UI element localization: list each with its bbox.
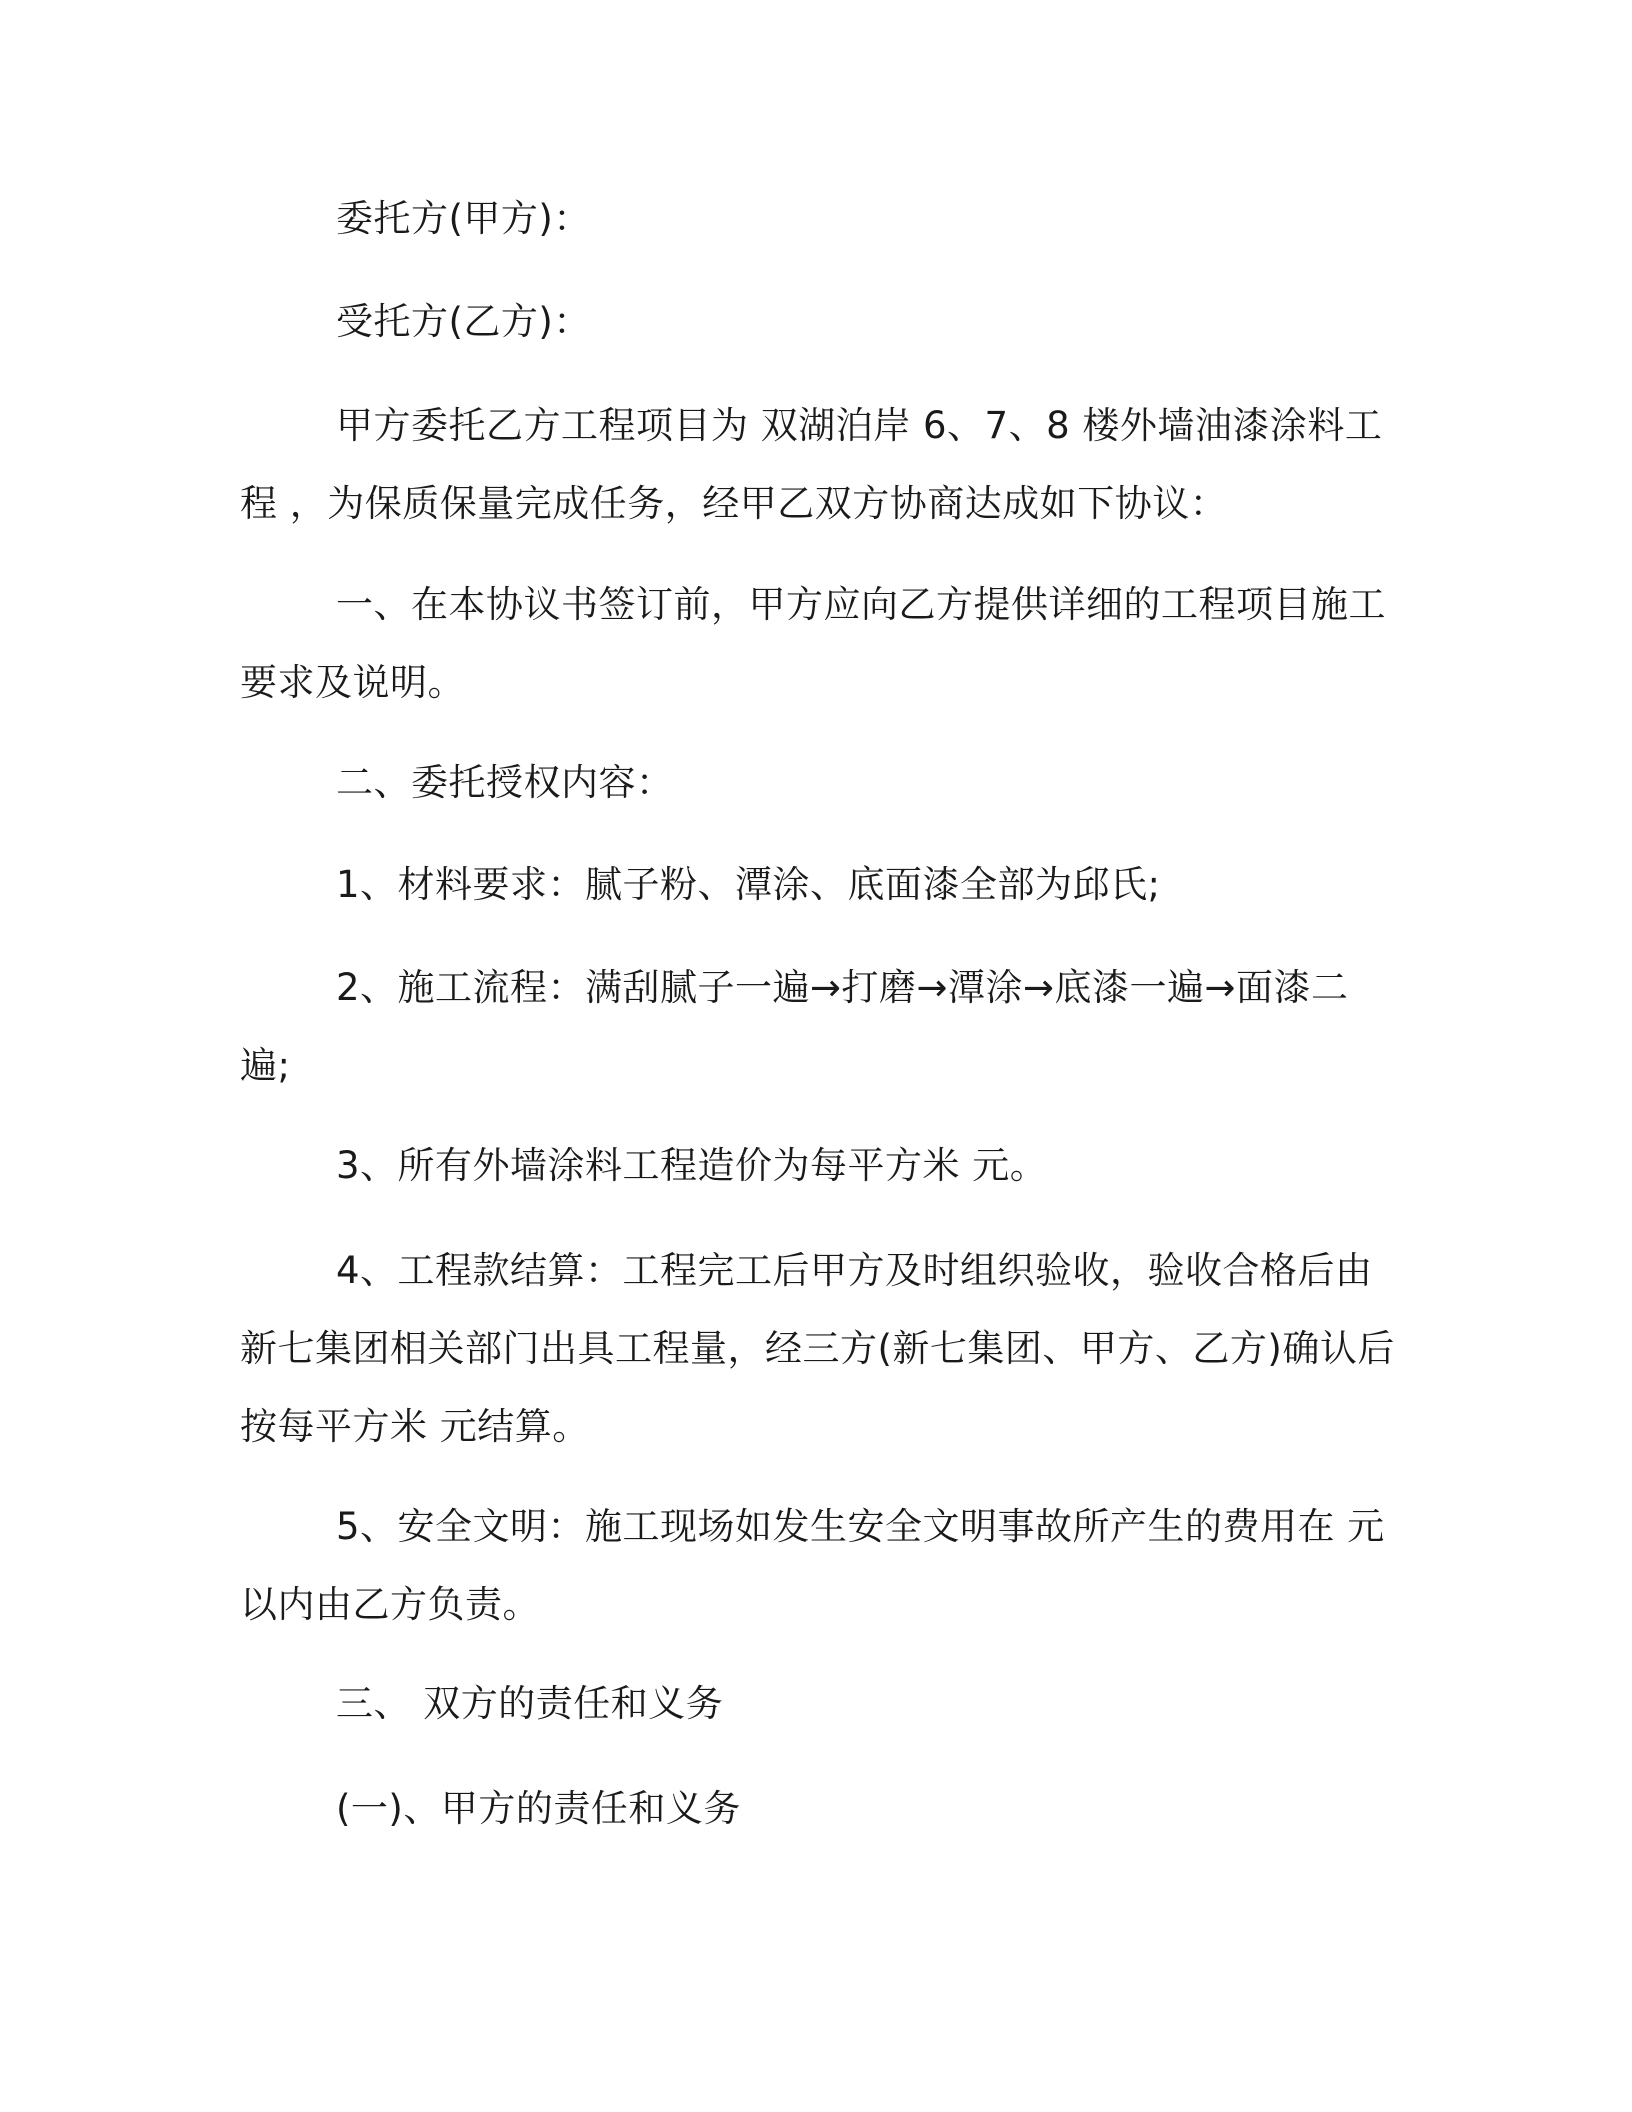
text-line: 甲方委托乙方工程项目为 双湖泊岸 6、7、8 楼外墙油漆涂料工 xyxy=(336,404,1383,447)
text-line: 以内由乙方负责。 xyxy=(240,1583,540,1626)
client-line xyxy=(240,180,1390,258)
item-4-paragraph xyxy=(240,1232,1395,1466)
clause-2-heading xyxy=(240,744,1390,822)
text-line: 受托方(乙方)： xyxy=(336,300,591,343)
text-line: 按每平方米 元结算。 xyxy=(240,1405,590,1448)
text-line: 遍; xyxy=(240,1044,291,1087)
text-line: 4、工程款结算：工程完工后甲方及时组织验收，验收合格后由 xyxy=(336,1249,1373,1292)
text-line: 5、安全文明：施工现场如发生安全文明事故所产生的费用在 元 xyxy=(336,1505,1385,1548)
agent-line xyxy=(240,283,1390,361)
text-line: (一)、甲方的责任和义务 xyxy=(336,1787,741,1830)
text-line: 三、 双方的责任和义务 xyxy=(336,1682,724,1725)
text-line: 1、材料要求：腻子粉、潭涂、底面漆全部为邱氏; xyxy=(336,863,1161,906)
item-2-paragraph xyxy=(240,949,1390,1105)
text-line: 2、施工流程：满刮腻子一遍→打磨→潭涂→底漆一遍→面漆二 xyxy=(336,966,1349,1009)
text-line: 一、在本协议书签订前，甲方应向乙方提供详细的工程项目施工 xyxy=(336,583,1386,626)
clause-1-paragraph xyxy=(240,566,1390,722)
text-line: 要求及说明。 xyxy=(240,661,465,704)
item-3-paragraph xyxy=(240,1127,1390,1205)
text-line: 委托方(甲方)： xyxy=(336,197,591,240)
intro-paragraph xyxy=(240,387,1390,543)
text-line: 新七集团相关部门出具工程量，经三方(新七集团、甲方、乙方)确认后 xyxy=(240,1327,1395,1370)
item-5-paragraph xyxy=(240,1488,1390,1644)
clause-3-heading xyxy=(240,1665,1390,1743)
sub-1-heading xyxy=(240,1770,1390,1848)
text-line: 二、委托授权内容： xyxy=(336,761,674,804)
text-line: 3、所有外墙涂料工程造价为每平方米 元。 xyxy=(336,1144,1048,1187)
text-line: 程 ，为保质保量完成任务，经甲乙双方协商达成如下协议： xyxy=(240,482,1228,525)
item-1-paragraph xyxy=(240,846,1390,924)
